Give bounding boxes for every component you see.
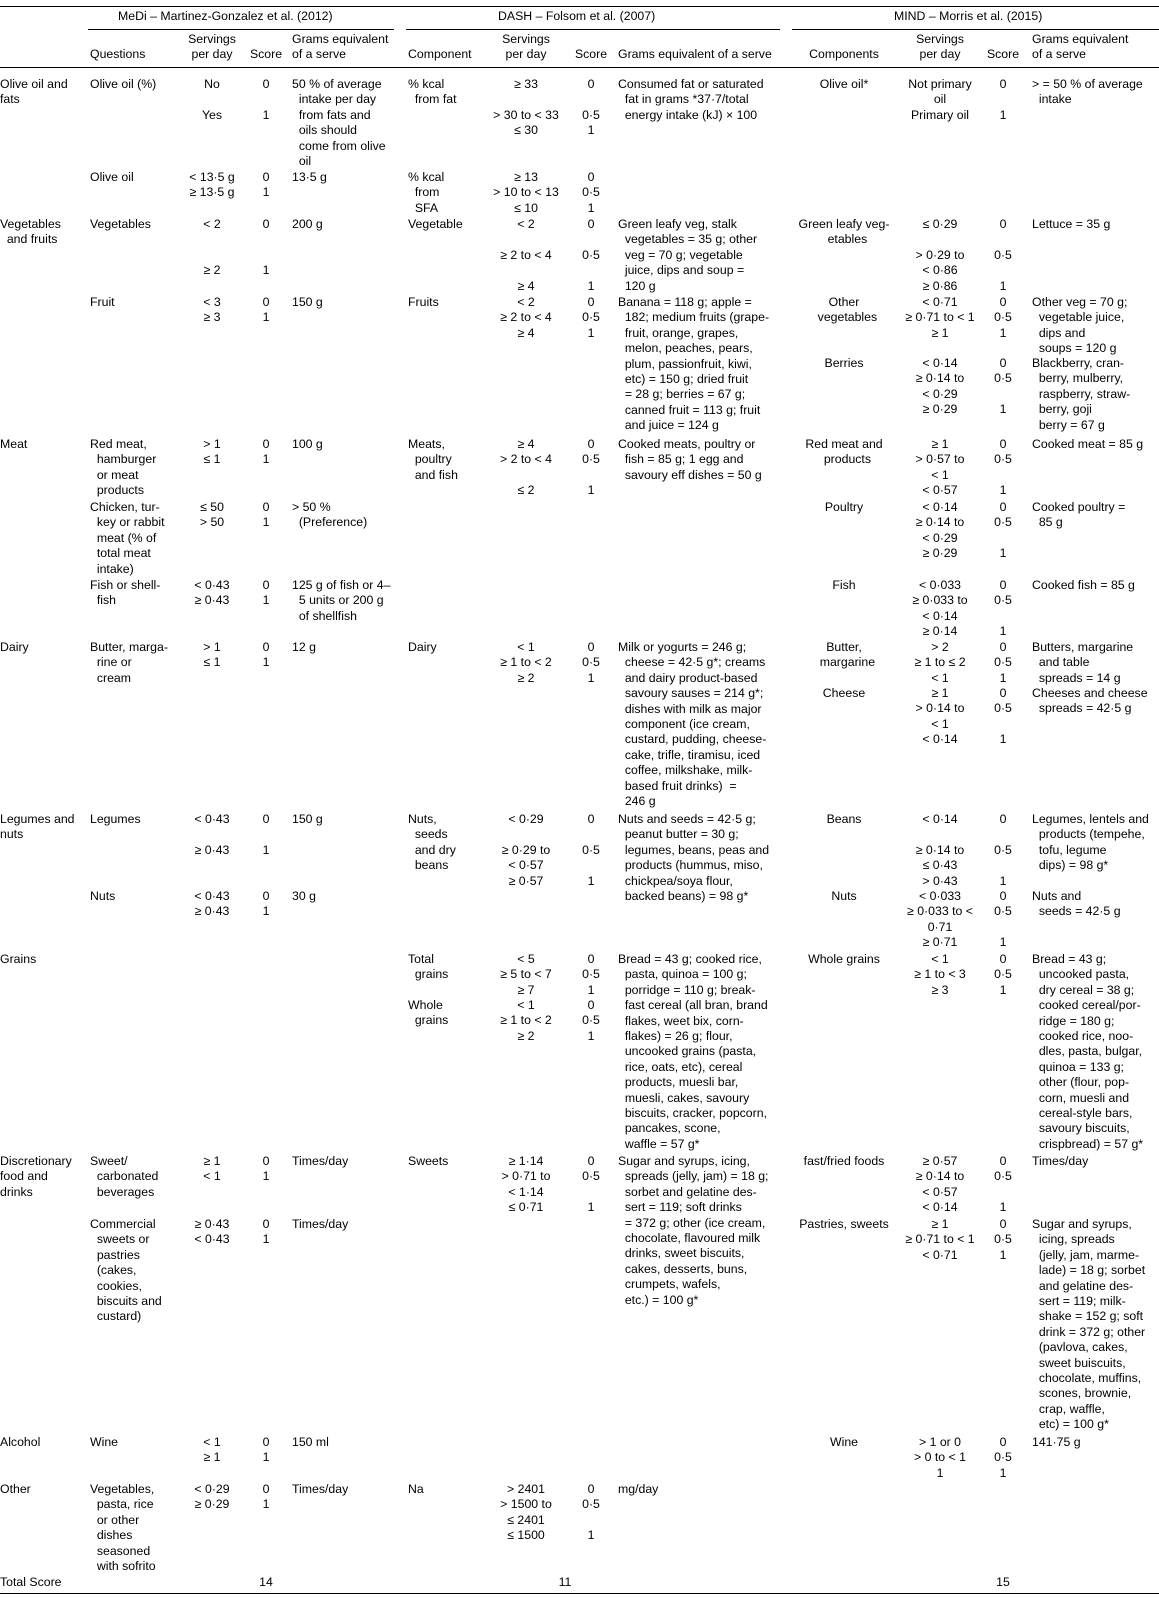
dash-component: Fruits <box>408 295 439 309</box>
dash-component: Vegetable <box>408 217 463 231</box>
mind-score: 0 0·5 1 <box>994 812 1012 888</box>
mind-servings: < 0·14 ≥ 0·14 to ≤ 0·43 > 0·43 <box>915 812 965 888</box>
mind-header-score: Score <box>986 47 1020 61</box>
mind-servings: < 1 ≥ 1 to < 3 ≥ 3 <box>914 952 966 997</box>
medi-header-rule <box>88 29 394 30</box>
mind-component: fast/fried foods <box>803 1154 885 1168</box>
mind-grams: Bread = 43 g; uncooked pasta, dry cereal = 38 g; cooked cereal/por- ridge = 180 g; cooked rice, noo- dles, pasta, bulgar, quinoa = 133 g; other (flour, pop- corn, muesli and cereal-style bars, savoury biscuits, crispbread) = 57 g* <box>1032 952 1144 1151</box>
medi-score: 0 1 <box>262 217 270 278</box>
mind-component: Olive oil* <box>819 77 869 91</box>
medi-servings: < 0·29 ≥ 0·29 <box>194 1482 230 1512</box>
mind-score: 0 0·5 1 <box>994 1154 1012 1215</box>
dash-score: 0 0·5 1 <box>582 437 600 498</box>
medi-header-score: Score <box>249 47 283 61</box>
mind-score: 0 0·5 1 <box>994 952 1012 997</box>
mind-score: 0 1 <box>999 77 1007 122</box>
group-dairy: Dairy <box>0 640 29 654</box>
dash-component: Dairy <box>408 640 437 654</box>
dash-grams: Sugar and syrups, icing, spreads (jelly, jam) = 18 g; sorbet and gelatine des- sert = 119; soft drinks = 372 g; other (ice cream, chocolate, flavoured milk drinks, sweet biscuits, cakes, desserts, buns, crumpets, wafels, etc.) = 100 g* <box>618 1154 769 1307</box>
mind-servings: < 0·14 ≥ 0·14 to < 0·29 ≥ 0·29 <box>915 356 965 417</box>
mind-score: 0 0·5 1 <box>994 295 1012 340</box>
mind-grams: Sugar and syrups, icing, spreads (jelly, jam, marme- lade) = 18 g; sorbet and gelatine des- sert = 119; milk- shake = 152 g; soft drink = 372 g; other (pavlova, cakes, sweet buiscuits, chocolate, muffins, scones, brownie, crap, waffle, etc) = 100 g* <box>1032 1217 1146 1432</box>
dash-servings: < 1 ≥ 1 to < 2 ≥ 2 <box>500 640 552 685</box>
dash-component: Sweets <box>408 1154 449 1168</box>
dash-header-servings: Servings per day <box>502 32 550 62</box>
medi-header-questions: Questions <box>90 47 146 61</box>
mind-servings: ≥ 0·57 ≥ 0·14 to < 0·57 < 0·14 <box>915 1154 965 1215</box>
medi-question: Olive oil (%) <box>90 77 157 91</box>
group-vegetables-fruits: Vegetables and fruits <box>0 217 61 247</box>
mind-grams: Cooked meat = 85 g <box>1032 437 1144 451</box>
medi-grams: Times/day <box>292 1482 349 1496</box>
medi-grams: 200 g <box>292 217 323 231</box>
mind-score: 0 0·5 1 <box>994 640 1012 685</box>
medi-question: Vegetables <box>90 217 151 231</box>
bottom-rule <box>0 1593 1159 1594</box>
mind-grams: Other veg = 70 g; vegetable juice, dips and soups = 120 g <box>1032 295 1128 356</box>
medi-question: Commercial sweets or pastries (cakes, cookies, biscuits and custard) <box>90 1217 162 1324</box>
medi-grams: 125 g of fish or 4– 5 units or 200 g of shellfish <box>292 578 391 623</box>
medi-servings: < 2 ≥ 2 <box>203 217 221 278</box>
mind-servings: ≥ 1 ≥ 0·71 to < 1 < 0·71 <box>905 1217 975 1262</box>
dash-grams: Green leafy veg, stalk vegetables = 35 g; other veg = 70 g; vegetable juice, dips and soup = 120 g <box>618 217 758 293</box>
medi-grams: 150 g <box>292 812 323 826</box>
medi-score: 0 1 <box>262 640 270 670</box>
mind-score: 0 0·5 1 <box>994 217 1012 293</box>
mind-servings: < 0·033 ≥ 0·033 to < 0·71 ≥ 0·71 <box>907 889 973 950</box>
dash-servings: < 2 ≥ 2 to < 4 ≥ 4 <box>500 217 552 293</box>
mind-grams: Times/day <box>1032 1154 1089 1168</box>
medi-question: Sweet/ carbonated beverages <box>90 1154 159 1199</box>
medi-header-grams: Grams equivalent of a serve <box>292 32 389 62</box>
mind-study-title: MIND – Morris et al. (2015) <box>894 9 1043 23</box>
medi-question: Legumes <box>90 812 141 826</box>
dash-grams: Nuts and seeds = 42·5 g; peanut butter = 30 g; legumes, beans, peas and products (hummus, miso, chickpea/soya flour, backed beans) = 98 g* <box>618 812 770 904</box>
medi-servings: > 1 ≤ 1 <box>203 640 221 670</box>
mind-component: Cheese <box>822 686 866 700</box>
medi-question: Wine <box>90 1435 119 1449</box>
group-grains: Grains <box>0 952 37 966</box>
mind-header-components: Components <box>809 47 879 61</box>
medi-grams: > 50 % (Preference) <box>292 500 368 530</box>
medi-score: 0 1 <box>262 812 270 857</box>
mind-grams: Cooked poultry = 85 g <box>1032 500 1126 530</box>
mind-servings: < 0·14 ≥ 0·14 to < 0·29 ≥ 0·29 <box>915 500 965 561</box>
medi-servings: > 1 ≤ 1 <box>203 437 221 467</box>
medi-grams: 30 g <box>292 889 316 903</box>
medi-question: Butter, marga- rine or cream <box>90 640 168 685</box>
medi-score: 0 1 <box>262 1435 270 1465</box>
total-score-label: Total Score <box>0 1575 62 1589</box>
medi-servings: No Yes <box>201 77 223 122</box>
mind-score: 0 0·5 1 <box>994 356 1012 417</box>
medi-total-score: 14 <box>259 1575 273 1589</box>
medi-score: 0 1 <box>262 889 270 919</box>
medi-grams: Times/day <box>292 1154 349 1168</box>
medi-grams: 150 ml <box>292 1435 329 1449</box>
mind-grams: Lettuce = 35 g <box>1032 217 1111 231</box>
medi-servings: < 13·5 g ≥ 13·5 g <box>189 170 235 200</box>
group-olive-oil-fats: Olive oil and fats <box>0 77 68 107</box>
medi-servings: ≥ 0·43 < 0·43 <box>194 1217 230 1247</box>
mind-servings: > 2 ≥ 1 to ≤ 2 < 1 <box>914 640 966 685</box>
dash-grams: Consumed fat or saturated fat in grams *37·7/total energy intake (kJ) × 100 <box>618 77 764 122</box>
dash-score: 0 0·5 1 <box>582 217 600 293</box>
mind-grams: Legumes, lentels and products (tempehe, tofu, legume dips) = 98 g* <box>1032 812 1149 873</box>
dash-servings: < 1 ≥ 1 to < 2 ≥ 2 <box>500 998 552 1043</box>
group-legumes-nuts: Legumes and nuts <box>0 812 75 842</box>
mind-component: Whole grains <box>808 952 880 966</box>
dash-component: % kcal from fat <box>408 77 457 107</box>
medi-servings: ≤ 50 > 50 <box>199 500 225 530</box>
mind-component: Red meat and products <box>805 437 883 467</box>
dash-component: Whole grains <box>408 998 449 1028</box>
dash-score: 0 0·5 1 <box>582 1482 600 1543</box>
dash-servings: < 2 ≥ 2 to < 4 ≥ 4 <box>500 295 552 340</box>
mind-score: 0 0·5 1 <box>994 1435 1012 1480</box>
mind-score: 0 0·5 1 <box>994 686 1012 747</box>
dash-header-rule <box>406 29 780 30</box>
dash-servings: ≥ 4 > 2 to < 4 ≤ 2 <box>500 437 552 498</box>
medi-score: 0 1 <box>262 1482 270 1512</box>
medi-question: Olive oil <box>90 170 134 184</box>
medi-servings: < 3 ≥ 3 <box>203 295 221 325</box>
medi-question: Nuts <box>90 889 116 903</box>
mind-servings: < 0·033 ≥ 0·033 to < 0·14 ≥ 0·14 <box>912 578 968 639</box>
medi-servings: < 1 ≥ 1 <box>203 1435 221 1465</box>
mind-servings: ≥ 1 > 0·57 to < 1 < 0·57 <box>915 437 965 498</box>
dash-score: 0 0·5 1 <box>582 812 600 888</box>
medi-grams: 13·5 g <box>292 170 327 184</box>
dash-servings: ≥ 1·14 > 0·71 to < 1·14 ≤ 0·71 <box>501 1154 551 1215</box>
mind-component: Wine <box>829 1435 859 1449</box>
dash-grams: Banana = 118 g; apple = 182; medium fruits (grape- fruit, orange, grapes, melon, peaches, pears, plum, passionfruit, kiwi, etc) = 150 g; dried fruit = 28 g; berries = 67 g; canned fruit = 113 g; fruit and juice = 124 g <box>618 295 770 433</box>
dash-component: % kcal from SFA <box>408 170 445 215</box>
mind-grams: 141·75 g <box>1032 1435 1081 1449</box>
medi-header-servings: Servings per day <box>188 32 236 62</box>
mind-component: Beans <box>826 812 862 826</box>
medi-servings: ≥ 1 < 1 <box>203 1154 221 1184</box>
mind-servings: ≤ 0·29 > 0·29 to < 0·86 ≥ 0·86 <box>915 217 965 293</box>
medi-question: Red meat, hamburger or meat products <box>90 437 157 498</box>
mind-servings: Not primary oil Primary oil <box>908 77 972 122</box>
mind-header-grams: Grams equivalent of a serve <box>1032 32 1129 62</box>
group-other: Other <box>0 1482 31 1496</box>
mind-score: 0 0·5 1 <box>994 500 1012 561</box>
dash-servings: ≥ 33 > 30 to < 33 ≤ 30 <box>493 77 559 138</box>
dash-total-score: 11 <box>558 1575 572 1589</box>
medi-score: 0 1 <box>262 1217 270 1247</box>
dash-study-title: DASH – Folsom et al. (2007) <box>498 9 656 23</box>
mind-score: 0 0·5 1 <box>994 578 1012 639</box>
mind-header-servings: Servings per day <box>916 32 964 62</box>
mind-grams: Cheeses and cheese spreads = 42·5 g <box>1032 686 1148 716</box>
medi-score: 0 1 <box>262 1154 270 1184</box>
mind-grams: Cooked fish = 85 g <box>1032 578 1135 592</box>
medi-servings: < 0·43 ≥ 0·43 <box>194 812 230 857</box>
dash-header-component: Component <box>408 47 472 61</box>
dash-header-grams: Grams equivalent of a serve <box>618 47 772 61</box>
mind-grams: > = 50 % of average intake <box>1032 77 1143 107</box>
dash-score: 0 0·5 1 <box>582 640 600 685</box>
medi-study-title: MeDi – Martinez-Gonzalez et al. (2012) <box>118 9 333 23</box>
dash-header-score: Score <box>574 47 608 61</box>
dash-servings: < 0·29 ≥ 0·29 to < 0·57 ≥ 0·57 <box>501 812 551 888</box>
medi-grams: Times/day <box>292 1217 349 1231</box>
medi-servings: < 0·43 ≥ 0·43 <box>194 889 230 919</box>
medi-grams: 150 g <box>292 295 323 309</box>
header-bottom-rule <box>0 67 1159 68</box>
dash-score: 0 0·5 1 <box>582 77 600 138</box>
dash-score: 0 0·5 1 <box>582 170 600 215</box>
mind-component: Berries <box>824 356 864 370</box>
mind-score: 0 0·5 1 <box>994 889 1012 950</box>
mind-servings: ≥ 1 > 0·14 to < 1 < 0·14 <box>915 686 965 747</box>
mind-component: Green leafy veg- etables <box>798 217 890 247</box>
medi-score: 0 1 <box>262 170 270 200</box>
mind-grams: Nuts and seeds = 42·5 g <box>1032 889 1121 919</box>
mind-score: 0 0·5 1 <box>994 437 1012 498</box>
medi-score: 0 1 <box>262 578 270 608</box>
medi-question: Chicken, tur- key or rabbit meat (% of total meat intake) <box>90 500 165 576</box>
group-discretionary: Discretionary food and drinks <box>0 1154 72 1199</box>
dash-score: 0 0·5 1 <box>582 998 600 1043</box>
dash-servings: ≥ 13 > 10 to < 13 ≤ 10 <box>493 170 559 215</box>
mind-component: Poultry <box>824 500 864 514</box>
dash-grams: mg/day <box>618 1482 659 1496</box>
mind-total-score: 15 <box>996 1575 1010 1589</box>
top-rule <box>0 6 1159 7</box>
medi-grams: 100 g <box>292 437 323 451</box>
mind-score: 0 0·5 1 <box>994 1217 1012 1262</box>
dash-servings: < 5 ≥ 5 to < 7 ≥ 7 <box>500 952 552 997</box>
dash-component: Meats, poultry and fish <box>408 437 458 482</box>
medi-question: Fruit <box>90 295 115 309</box>
mind-component: Butter, margarine <box>819 640 876 670</box>
group-alcohol: Alcohol <box>0 1435 41 1449</box>
medi-question: Fish or shell- fish <box>90 578 161 608</box>
mind-component: Other vegetables <box>817 295 878 325</box>
dash-component: Na <box>408 1482 424 1496</box>
group-meat: Meat <box>0 437 28 451</box>
dash-servings: > 2401 > 1500 to ≤ 2401 ≤ 1500 <box>500 1482 552 1543</box>
mind-grams: Blackberry, cran- berry, mulberry, raspberry, straw- berry, goji berry = 67 g <box>1032 356 1131 432</box>
medi-question: Vegetables, pasta, rice or other dishes seasoned with sofrito <box>90 1482 156 1574</box>
mind-component: Fish <box>832 578 856 592</box>
dash-grams: Bread = 43 g; cooked rice, pasta, quinoa = 100 g; porridge = 110 g; break- fast cereal (all bran, brand flakes, weet bix, corn- flakes) = 26 g; flour, uncooked grains (pasta, rice, oats, etc), cereal products, muesli bar, muesli, cakes, savoury biscuits, cracker, popcorn, pancakes, scone, waffle = 57 g* <box>618 952 768 1151</box>
mind-component: Pastries, sweets <box>799 1217 889 1231</box>
dash-grams: Cooked meats, poultry or fish = 85 g; 1 egg and savoury eff dishes = 50 g <box>618 437 762 482</box>
dash-score: 0 0·5 1 <box>582 295 600 340</box>
medi-score: 0 1 <box>262 77 270 122</box>
dash-score: 0 0·5 1 <box>582 952 600 997</box>
medi-grams: 50 % of average intake per day from fats and oils should come from olive oil <box>292 77 386 169</box>
mind-servings: < 0·71 ≥ 0·71 to < 1 ≥ 1 <box>905 295 975 340</box>
dash-score: 0 0·5 1 <box>582 1154 600 1215</box>
mind-servings: > 1 or 0 > 0 to < 1 1 <box>914 1435 966 1480</box>
medi-grams: 12 g <box>292 640 316 654</box>
mind-grams: Butters, margarine and table spreads = 14 g <box>1032 640 1134 685</box>
medi-servings: < 0·43 ≥ 0·43 <box>194 578 230 608</box>
medi-score: 0 1 <box>262 295 270 325</box>
dash-grams: Milk or yogurts = 246 g; cheese = 42·5 g*; creams and dairy product-based savoury sauses = 214 g*; dishes with milk as major component (ice cream, custard, pudding, cheese- cake, trifle, tiramisu, iced coffee, milkshake, milk- based fruit drinks) = 246 g <box>618 640 767 809</box>
mind-header-rule <box>792 29 1159 30</box>
medi-score: 0 1 <box>262 500 270 530</box>
dash-component: Nuts, seeds and dry beans <box>408 812 456 873</box>
mind-component: Nuts <box>831 889 857 903</box>
medi-score: 0 1 <box>262 437 270 467</box>
dash-component: Total grains <box>408 952 449 982</box>
